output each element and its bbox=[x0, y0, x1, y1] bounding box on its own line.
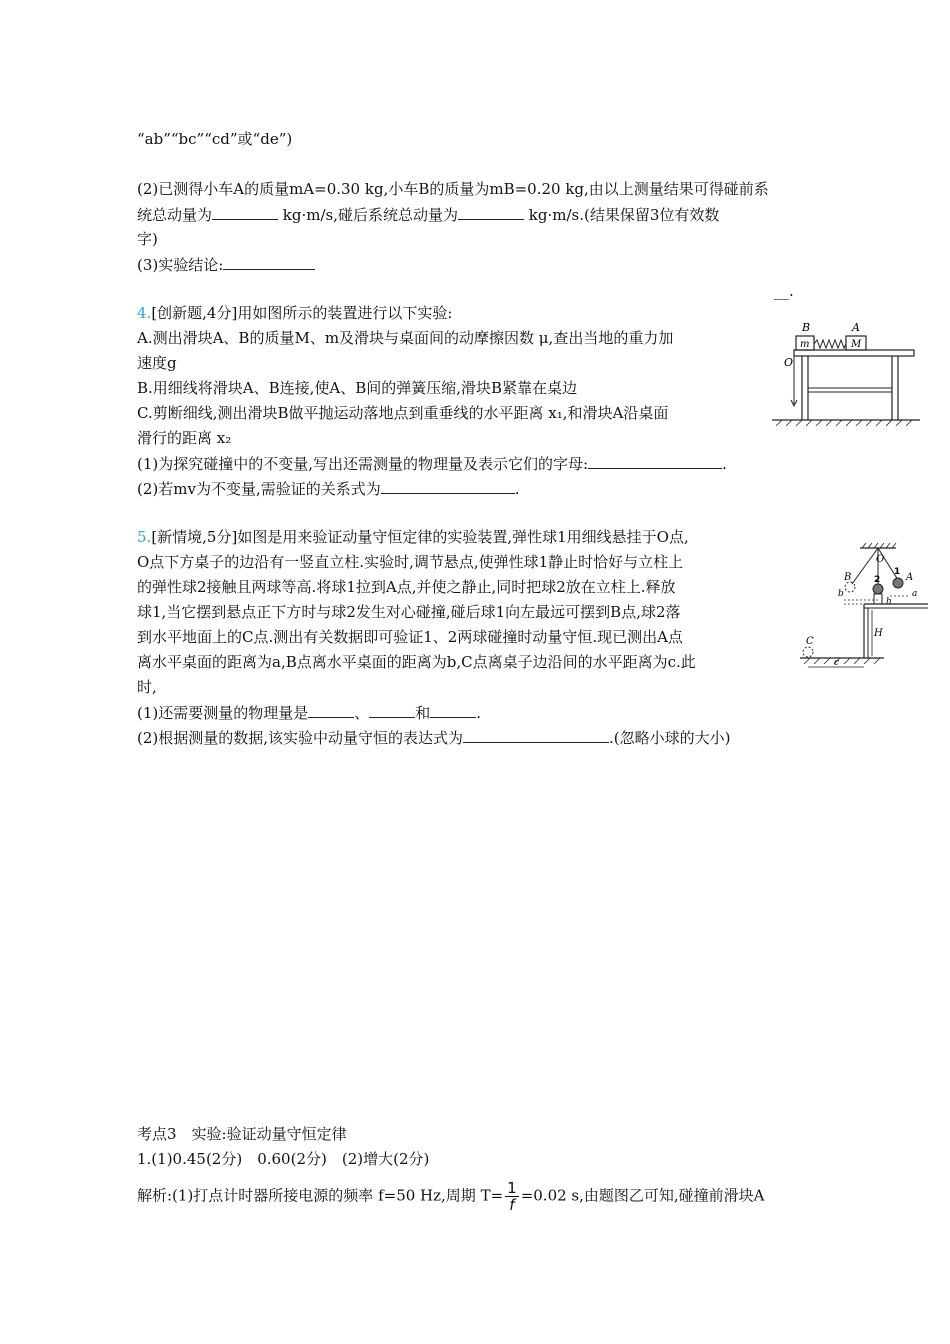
label-b: b bbox=[838, 589, 844, 599]
q3-part2-text-c: kg·m/s.(结果保留3位有效数 bbox=[528, 206, 720, 224]
q5-line6: 离水平桌面的距离为a,B点离水平桌面的距离为b,C点离桌子边沿间的水平距离为c.此 bbox=[137, 653, 696, 671]
ball-position-b bbox=[845, 582, 855, 592]
period-fraction bbox=[505, 1180, 519, 1213]
q4-number: 4. bbox=[137, 304, 152, 322]
answer-blank-expression[interactable] bbox=[463, 726, 609, 743]
label-m: m bbox=[800, 339, 810, 350]
q3-part3-text: (3)实验结论: bbox=[137, 256, 224, 274]
q4-apparatus-figure bbox=[772, 318, 920, 430]
q3-trailing-mark: __. bbox=[774, 282, 794, 300]
ball-position-c bbox=[803, 647, 813, 657]
label-B: B bbox=[844, 572, 852, 583]
spring bbox=[814, 340, 846, 348]
answer-blank-before-momentum[interactable] bbox=[212, 203, 278, 220]
answer-blank-conclusion[interactable] bbox=[223, 253, 315, 270]
label-A: A bbox=[852, 321, 860, 334]
explanation-text-a: 解析:(1)打点计时器所接电源的频率 f=50 Hz,周期 T= bbox=[137, 1186, 504, 1205]
q3-part2-line2 bbox=[137, 203, 719, 226]
label-C: C bbox=[806, 636, 814, 647]
ground-hatch bbox=[804, 658, 880, 664]
q4-step-b: B.用细线将滑块A、B连接,使A、B间的弹簧压缩,滑块B紧靠在桌边 bbox=[137, 379, 578, 397]
ceiling-hatch bbox=[862, 543, 896, 548]
q5-part1-end: . bbox=[476, 704, 482, 722]
label-c: c bbox=[834, 658, 840, 668]
answer-blank-quantity-2[interactable] bbox=[369, 701, 415, 718]
label-O: O bbox=[784, 356, 794, 369]
q5-part1-text-a: (1)还需要测量的物理量是 bbox=[137, 704, 309, 722]
q5-line2: O点下方桌子的边沿有一竖直立柱.实验时,调节悬点,使弹性球1静止时恰好与立柱上 bbox=[137, 553, 684, 571]
label-A: A bbox=[906, 572, 914, 583]
q4-title-text: [创新题,4分]用如图所示的装置进行以下实验: bbox=[151, 304, 453, 322]
explanation-line bbox=[137, 1180, 765, 1213]
label-M: M bbox=[851, 339, 862, 350]
answer-blank-quantity-3[interactable] bbox=[430, 701, 476, 718]
label-H: H bbox=[874, 628, 883, 639]
q4-part1: (1)为探究碰撞中的不变量,写出还需测量的物理量及表示它们的字母: . bbox=[137, 452, 727, 475]
q5-part2-text-b: .(忽略小球的大小) bbox=[609, 729, 731, 747]
q4-step-a-line1: A.测出滑块A、B的质量M、m及滑块与桌面间的动摩擦因数 μ,查出当地的重力加 bbox=[137, 329, 674, 347]
q5-line4: 球1,当它摆到悬点正下方时与球2发生对心碰撞,碰后球1向左最远可摆到B点,球2落 bbox=[137, 603, 681, 621]
label-O: O bbox=[876, 554, 885, 565]
label-a: a bbox=[912, 589, 918, 599]
answer-1: 1.(1)0.45(2分) 0.60(2分) (2)增大(2分) bbox=[137, 1150, 430, 1168]
table-top bbox=[794, 350, 914, 356]
q4-step-c-line2: 滑行的距离 x₂ bbox=[137, 429, 232, 447]
answer-blank-quantity-1[interactable] bbox=[308, 701, 354, 718]
q5-part1 bbox=[137, 701, 481, 724]
answer-blank-after-momentum[interactable] bbox=[458, 203, 524, 220]
label-h: h bbox=[886, 597, 892, 607]
answer-heading: 考点3 实验:验证动量守恒定律 bbox=[137, 1125, 347, 1143]
q4-part1-text: (1)为探究碰撞中的不变量,写出还需测量的物理量及表示它们的字母: bbox=[137, 455, 589, 473]
q5-line7: 时, bbox=[137, 678, 157, 696]
label-ball-2: 2 bbox=[874, 575, 881, 585]
q5-part2-text-a: (2)根据测量的数据,该实验中动量守恒的表达式为 bbox=[137, 729, 464, 747]
q3-part2-line1: (2)已测得小车A的质量mA=0.30 kg,小车B的质量为mB=0.20 kg,由以上测量结果可得碰前系 bbox=[137, 180, 769, 198]
q3-part3 bbox=[137, 253, 315, 276]
q5-line1 bbox=[137, 526, 689, 548]
fraction-numerator: 1 bbox=[507, 1179, 517, 1197]
q3-part2-text-a: 统总动量为 bbox=[137, 206, 213, 224]
label-ball-1: 1 bbox=[894, 567, 901, 577]
q5-line5: 到水平地面上的C点.测出有关数据即可验证1、2两球碰撞时动量守恒.现已测出A点 bbox=[137, 628, 683, 646]
q4-title bbox=[137, 302, 452, 324]
post-top bbox=[874, 594, 882, 604]
q5-part2 bbox=[137, 726, 731, 749]
q4-part2: (2)若mv为不变量,需验证的关系式为 . bbox=[137, 477, 520, 500]
ball-2 bbox=[873, 584, 883, 594]
q5-number: 5. bbox=[137, 528, 152, 546]
q4-part2-text: (2)若mv为不变量,需验证的关系式为 bbox=[137, 480, 381, 498]
explanation-text-b: =0.02 s,由题图乙可知,碰撞前滑块A bbox=[520, 1186, 765, 1205]
quote-options: “ab”“bc”“cd”或“de”) bbox=[137, 130, 293, 148]
q5-pendulum-figure bbox=[800, 540, 928, 670]
q5-line1-text: [新情境,5分]如图是用来验证动量守恒定律的实验装置,弹性球1用细线悬挂于O点, bbox=[151, 528, 689, 546]
floor-hatch bbox=[776, 420, 912, 426]
answer-blank-quantities[interactable] bbox=[588, 452, 722, 469]
ball-1 bbox=[893, 578, 903, 588]
q4-step-c-line1: C.剪断细线,测出滑块B做平抛运动落地点到重垂线的水平距离 x₁,和滑块A沿桌面 bbox=[137, 404, 669, 422]
q3-part2-text-b: kg·m/s,碰后系统总动量为 bbox=[282, 206, 459, 224]
q5-part1-sep: 、 bbox=[354, 704, 370, 722]
fraction-denominator: f bbox=[509, 1196, 515, 1214]
q5-line3: 的弹性球2接触且两球等高.将球1拉到A点,并使之静止,同时把球2放在立柱上.释放 bbox=[137, 578, 676, 596]
q4-step-a-line2: 速度g bbox=[137, 354, 177, 372]
answer-blank-relation[interactable] bbox=[381, 477, 515, 494]
q3-part2-line3: 字) bbox=[137, 230, 158, 248]
q5-part1-and: 和 bbox=[415, 704, 431, 722]
label-B: B bbox=[802, 321, 811, 334]
